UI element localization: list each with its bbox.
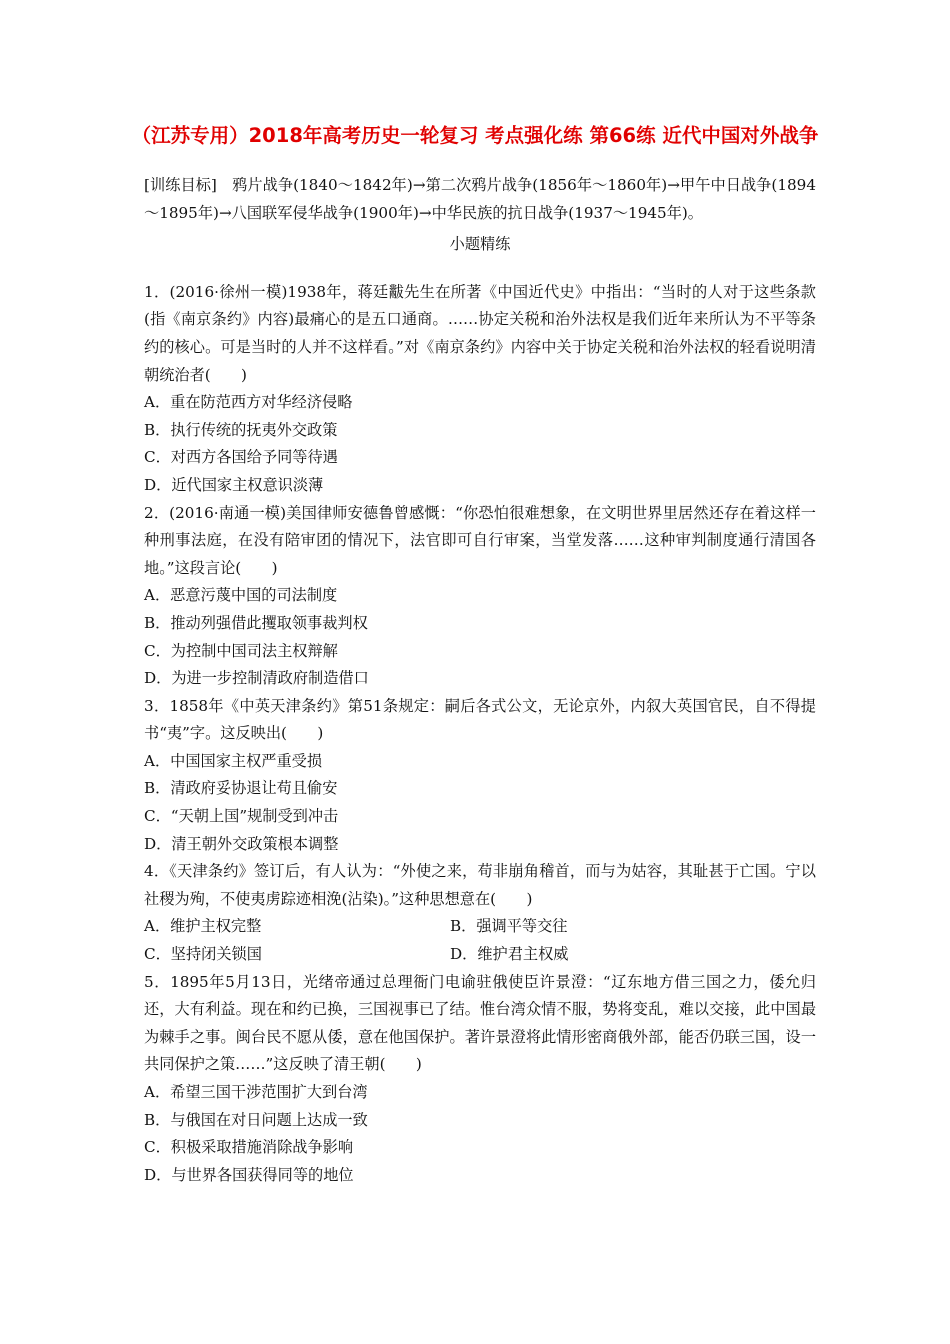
option-b: B．强调平等交往: [450, 917, 568, 936]
option-row: [144, 941, 816, 969]
option-c: C．“天朝上国”规制受到冲击: [144, 807, 339, 826]
question-stem: 4．《天津条约》签订后，有人认为：“外使之来，苟非崩角稽首，而与为姑容，其耻甚于亡国。宁以社稷为殉，不使夷虏踪迹相浼(沾染)。”这种思想意在( ): [144, 862, 816, 908]
option-row: [144, 913, 816, 941]
option-b: B．执行传统的抚夷外交政策: [144, 420, 338, 439]
option-b: B．与俄国在对日问题上达成一致: [144, 1110, 368, 1129]
option-a: A．中国国家主权严重受损: [144, 751, 323, 770]
question-5: [144, 969, 816, 1190]
option-d: D．近代国家主权意识淡薄: [144, 475, 324, 494]
option-b: B．推动列强借此攫取领事裁判权: [144, 613, 368, 632]
option-d: D．维护君主权威: [450, 945, 569, 964]
option-c: C．为控制中国司法主权辩解: [144, 641, 338, 660]
question-stem: 2．(2016·南通一模)美国律师安德鲁曾感慨：“你恐怕很难想象，在文明世界里居然还存在着这样一种刑事法庭，在没有陪审团的情况下，法官即可自行审案，当堂发落……这种审判制度通行清国各地。”这段言论( ): [144, 503, 816, 577]
option-b: B．清政府妥协退让苟且偷安: [144, 779, 338, 798]
option-c: C．对西方各国给予同等待遇: [144, 448, 338, 467]
option-d: D．清王朝外交政策根本调整: [144, 834, 339, 853]
option-d: D．为进一步控制清政府制造借口: [144, 669, 369, 688]
question-2: [144, 500, 816, 693]
question-1: [144, 279, 816, 500]
document-body: [144, 172, 816, 1189]
option-a: A．重在防范西方对华经济侵略: [144, 393, 353, 412]
question-stem: 3．1858年《中英天津条约》第51条规定：嗣后各式公文，无论京外，内叙大英国官民，自不得提书“夷”字。这反映出( ): [144, 696, 816, 743]
question-stem: 5．1895年5月13日，光绪帝通过总理衙门电谕驻俄使臣许景澄：“辽东地方借三国之力，倭允归还，大有利益。现在和约已换，三国视事已了结。惟台湾众情不服，势将变乱，难以交接，此中国最为棘手之事。闽台民不愿从倭，意在他国保护。著许景澄将此情形密商俄外部，能否仍联三国，设一共同保护之策……”这反映了清王朝( ): [144, 972, 816, 1074]
question-stem: 1．(2016·徐州一模)1938年，蒋廷黻先生在所著《中国近代史》中指出：“当时的人对于这些条款(指《南京条约》内容)最痛心的是五口通商。……协定关税和治外法权是我们近年来所认为不平等条约的核心。可是当时的人并不这样看。”对《南京条约》内容中关于协定关税和治外法权的轻看说明清朝统治者( ): [144, 282, 816, 384]
section-heading: 小题精练: [449, 235, 511, 254]
option-a: A．维护主权完整: [144, 917, 262, 936]
question-4: [144, 858, 816, 968]
training-goal: [训练目标] 鸦片战争(1840～1842年)→第二次鸦片战争(1856年～1860年)→甲午中日战争(1894～1895年)→八国联军侵华战争(1900年)→中华民族的抗日战争(1937～1945年)。: [144, 176, 816, 222]
question-3: [144, 693, 816, 859]
option-d: D．与世界各国获得同等的地位: [144, 1165, 354, 1184]
option-a: A．希望三国干涉范围扩大到台湾: [144, 1083, 368, 1101]
option-a: A．恶意污蔑中国的司法制度: [144, 586, 338, 605]
option-c: C．坚持闭关锁国: [144, 945, 262, 964]
document-title: （江苏专用）2018年高考历史一轮复习 考点强化练 第66练 近代中国对外战争: [131, 124, 819, 147]
option-c: C．积极采取措施消除战争影响: [144, 1138, 354, 1157]
